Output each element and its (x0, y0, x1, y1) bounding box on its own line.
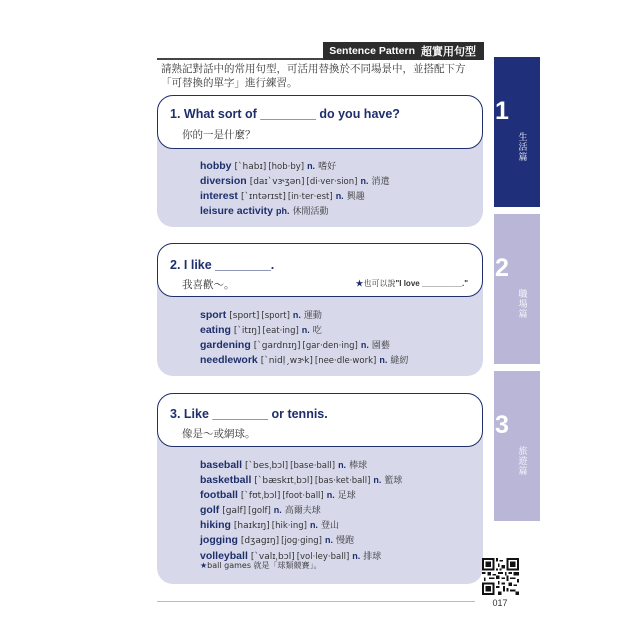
pattern-card-2 (157, 243, 483, 376)
footer-rule (157, 601, 475, 602)
tab-travel[interactable] (494, 371, 540, 521)
vocab-list (200, 159, 389, 219)
section-header-en: Sentence Pattern (329, 45, 415, 57)
vocab-item: hiking [haɪkɪŋ] [hik·ing] n. 登山 (200, 519, 339, 532)
tab-label: 職場篇 (518, 290, 528, 320)
tab-label: 旅遊篇 (518, 447, 528, 477)
section-header (323, 42, 484, 60)
vocab-item: football [ˋfʊtˌbɔl] [foot·ball] n. 足球 (200, 489, 356, 502)
pattern-translation: 像是～或網球。 (182, 428, 256, 440)
pattern-card-3 (157, 393, 483, 584)
vocab-item: jogging [dʒagɪŋ] [jog·ging] n. 慢跑 (200, 534, 354, 547)
pattern-translation: 我喜歡～。 (182, 279, 235, 291)
vocab-item: diversion [daɪˋvɝʒən] [di·ver·sion] n. 消遣 (200, 175, 390, 188)
vocab-item: gardening [ˋgardnɪŋ] [gar·den·ing] n. 園藝 (200, 339, 390, 352)
vocab-item: basketball [ˋbæskɪtˌbɔl] [bas·ket·ball] n. 籃球 (200, 474, 403, 487)
pattern-header-1 (157, 95, 483, 149)
star-icon: ★ (200, 561, 208, 570)
pattern-card-1 (157, 95, 483, 227)
pattern-header-2 (157, 243, 483, 297)
vocab-item: golf [galf] [golf] n. 高爾夫球 (200, 504, 321, 517)
ball-games-note: ★ball games 就是「球類競賽」。 (200, 561, 322, 570)
tab-number: 2 (495, 254, 509, 282)
vocab-item: leisure activity ph. 休閒活動 (200, 205, 329, 218)
tab-life[interactable] (494, 57, 540, 207)
tab-number: 3 (495, 411, 509, 439)
qr-code-icon[interactable] (482, 558, 519, 595)
vocab-item: hobby [ˋhabɪ] [hob·by] n. 嗜好 (200, 160, 337, 172)
page-number: 017 (492, 598, 508, 608)
vocab-item: baseball [ˋbesˌbɔl] [base·ball] n. 棒球 (200, 459, 368, 471)
pattern-title: 1. What sort of ________ do you have? (170, 107, 400, 121)
vocab-list (200, 308, 408, 368)
vocab-item: sport [sport] [sport] n. 運動 (200, 309, 322, 321)
vocab-item: needlework [ˋnidḷˏwɝk] [nee·dle·work] n. 縫紉 (200, 354, 409, 367)
star-icon: ★ (355, 279, 364, 288)
intro-text: 請熟記對話中的常用句型，可活用替換於不同場景中，並搭配下方「可替換的單字」進行練習。 (161, 63, 466, 89)
alternative-note: ★也可以說"I love _________." (355, 279, 468, 288)
vocab-list (200, 458, 402, 564)
tab-work[interactable] (494, 214, 540, 364)
vocab-item: volleyball [ˋvalɪˌbɔl] [vol·ley·ball] n. 排球 (200, 549, 382, 562)
pattern-header-3 (157, 393, 483, 447)
vocab-item: interest [ˋɪntərɪst] [in·ter·est] n. 興趣 (200, 190, 365, 203)
tab-label: 生活篇 (518, 133, 528, 163)
tab-number: 1 (495, 97, 509, 125)
pattern-title: 3. Like ________ or tennis. (170, 407, 328, 421)
section-header-zh: 超實用句型 (421, 45, 476, 58)
vocab-item: eating [ˋitɪŋ] [eat·ing] n. 吃 (200, 324, 322, 337)
pattern-title: 2. I like ________. (170, 258, 275, 272)
pattern-translation: 你的一是什麼？ (182, 129, 256, 141)
